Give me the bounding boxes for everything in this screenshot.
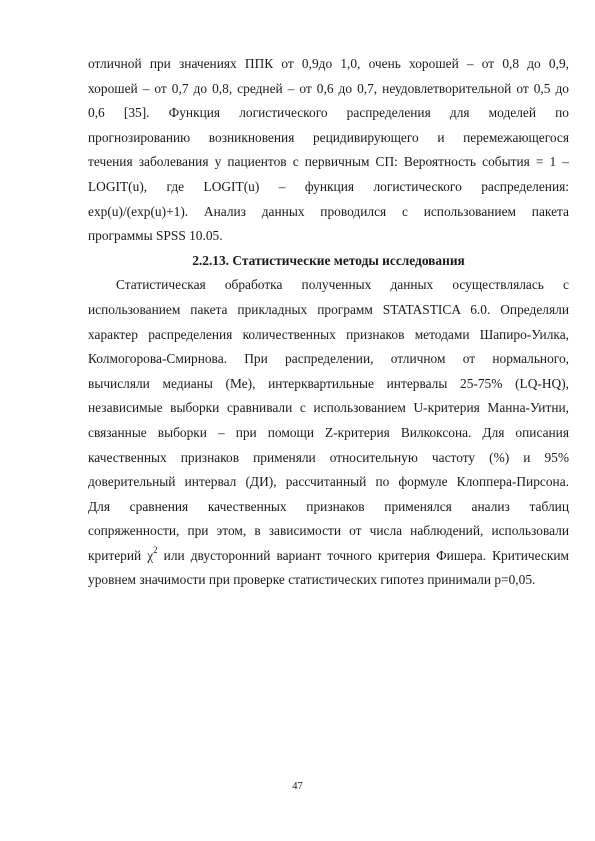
text-line: Колмогорова-Смирнова. При распределении, отличном от нормального, xyxy=(88,351,569,367)
text-line: использованием пакета прикладных программ STATASTICA 6.0. Определяли xyxy=(88,301,569,317)
text-line: exp(u)/(exp(u)+1). Анализ данных проводился с использованием пакета xyxy=(88,203,569,219)
text-line: независимые выборки сравнивали с использованием U-критерия Манна-Уитни, xyxy=(88,400,569,416)
chi-square-line xyxy=(88,544,569,569)
text-line: доверительный интервал (ДИ), рассчитанный по формуле Клоппера-Пирсона. xyxy=(88,474,569,490)
text-line: 0,6 [35]. Функция логистического распределения для моделей по xyxy=(88,105,569,121)
text-line: Для сравнения качественных признаков применялся анализ таблиц xyxy=(88,498,569,514)
text-line: сопряженности, при этом, в зависимости от числа наблюдений, использовали xyxy=(88,523,569,539)
text-line: вычисляли медианы (Ме), интерквартильные интервалы 25-75% (LQ-HQ), xyxy=(88,375,569,391)
text-line: прогнозированию возникновения рецидивирующего и перемежающегося xyxy=(88,129,569,145)
chi-suffix: или двусторонний вариант точного критерия Фишера. Критическим xyxy=(157,547,570,563)
statistics-paragraph xyxy=(88,273,569,593)
text-line: хорошей – от 0,7 до 0,8, средней – от 0,6 до 0,7, неудовлетворительной от 0,5 до xyxy=(88,80,569,96)
text-line: отличной при значениях ППК от 0,9до 1,0, очень хорошей – от 0,8 до 0,9, xyxy=(88,56,569,71)
text-line: LOGIT(u), где LOGIT(u) – функция логистического распределения: xyxy=(88,178,569,194)
page-number: 47 xyxy=(292,781,303,792)
text-line: характер распределения количественных признаков методами Шапиро-Уилка, xyxy=(88,326,569,342)
text-line: программы SPSS 10.05. xyxy=(88,228,223,244)
document-body xyxy=(88,52,569,593)
text-line: Статистическая обработка полученных данных осуществлялась с xyxy=(116,277,569,293)
section-heading: 2.2.13. Статистические методы исследования xyxy=(192,252,465,268)
continuation-paragraph xyxy=(88,52,569,249)
text-line: связанные выборки – при помощи Z-критерия Вилкоксона. Для описания xyxy=(88,424,569,440)
text-line: уровнем значимости при проверке статистических гипотез принимали p=0,05. xyxy=(88,572,536,588)
text-line: качественных признаков применяли относительную частоту (%) и 95% xyxy=(88,449,569,465)
text-line: течения заболевания у пациентов с первичным СП: Вероятность события = 1 – xyxy=(88,154,569,170)
chi-superscript: 2 xyxy=(153,545,158,556)
chi-prefix: критерий χ xyxy=(88,547,154,563)
